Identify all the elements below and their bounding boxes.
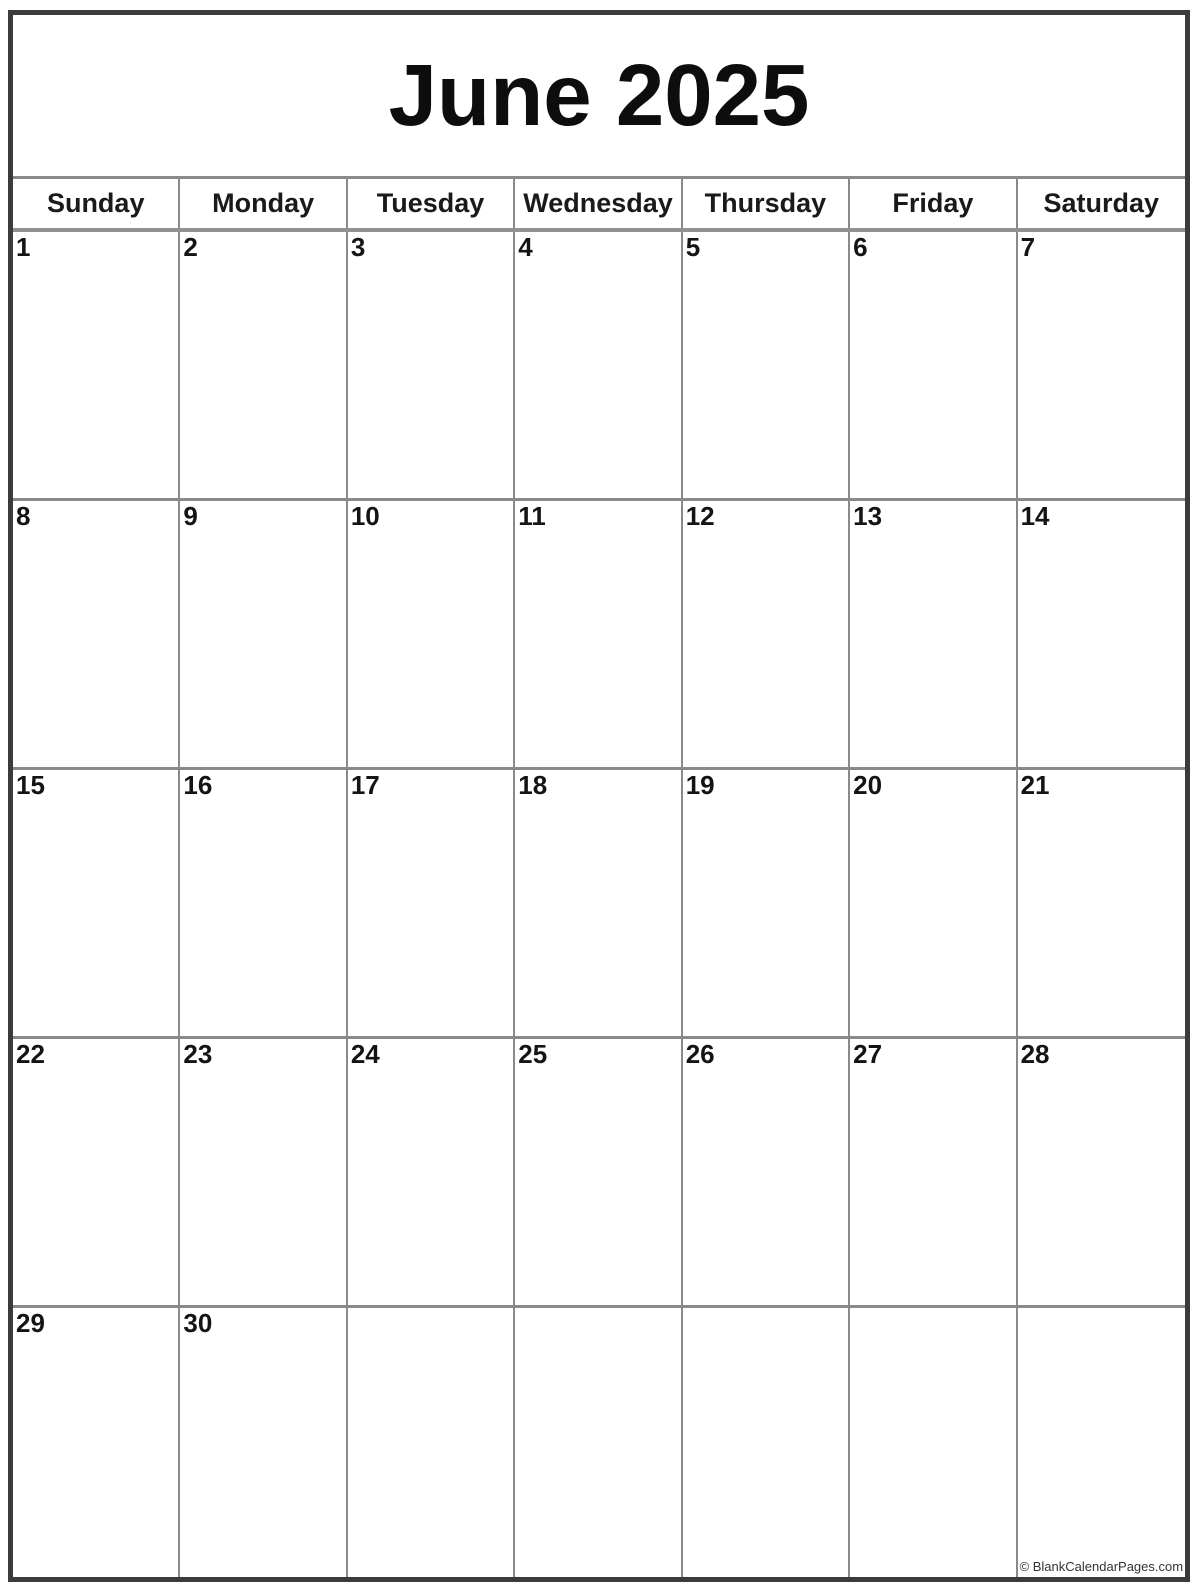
day-number: 27 bbox=[853, 1039, 883, 1069]
day-number: 20 bbox=[853, 770, 883, 800]
day-number: 29 bbox=[16, 1308, 45, 1338]
empty-cell-2 bbox=[515, 1308, 682, 1577]
day-cell-22 bbox=[13, 1039, 180, 1308]
day-number: 22 bbox=[16, 1039, 45, 1069]
weekday-header-wednesday: Wednesday bbox=[515, 179, 682, 228]
empty-cell-5 bbox=[1018, 1308, 1185, 1577]
day-number: 16 bbox=[183, 770, 213, 800]
day-number: 11 bbox=[518, 501, 546, 531]
day-number: 23 bbox=[183, 1039, 213, 1069]
day-number: 15 bbox=[16, 770, 45, 800]
day-cell-29 bbox=[13, 1308, 180, 1577]
day-number: 5 bbox=[685, 232, 701, 262]
day-cell-27 bbox=[850, 1039, 1017, 1308]
day-number: 6 bbox=[853, 232, 868, 262]
day-cell-6 bbox=[850, 232, 1017, 501]
day-cell-13 bbox=[850, 501, 1017, 770]
day-number: 21 bbox=[1020, 770, 1050, 800]
day-number: 30 bbox=[183, 1308, 213, 1338]
weekday-header-sunday: Sunday bbox=[13, 179, 180, 228]
weekday-header-thursday: Thursday bbox=[683, 179, 850, 228]
weekday-header-saturday: Saturday bbox=[1018, 179, 1185, 228]
weekday-header-friday: Friday bbox=[850, 179, 1017, 228]
day-number: 12 bbox=[685, 501, 715, 531]
day-cell-20 bbox=[850, 770, 1017, 1039]
day-number: 14 bbox=[1020, 501, 1050, 531]
calendar-grid bbox=[13, 232, 1185, 1577]
empty-cell-3 bbox=[683, 1308, 850, 1577]
title-area bbox=[13, 15, 1185, 176]
day-cell-17 bbox=[348, 770, 515, 1039]
day-cell-18 bbox=[515, 770, 682, 1039]
empty-cell-4 bbox=[850, 1308, 1017, 1577]
day-cell-1 bbox=[13, 232, 180, 501]
day-number: 1 bbox=[16, 232, 31, 262]
day-number: 28 bbox=[1020, 1039, 1050, 1069]
day-number: 3 bbox=[350, 232, 366, 262]
day-cell-4 bbox=[515, 232, 682, 501]
weekday-header-row bbox=[13, 176, 1185, 232]
day-cell-21 bbox=[1018, 770, 1185, 1039]
day-cell-5 bbox=[683, 232, 850, 501]
day-cell-19 bbox=[683, 770, 850, 1039]
day-number: 24 bbox=[350, 1039, 380, 1069]
day-cell-3 bbox=[348, 232, 515, 501]
day-cell-30 bbox=[180, 1308, 347, 1577]
day-number: 4 bbox=[518, 232, 533, 262]
day-cell-15 bbox=[13, 770, 180, 1039]
day-number: 26 bbox=[685, 1039, 715, 1069]
day-cell-16 bbox=[180, 770, 347, 1039]
day-cell-10 bbox=[348, 501, 515, 770]
day-cell-14 bbox=[1018, 501, 1185, 770]
day-cell-28 bbox=[1018, 1039, 1185, 1308]
weekday-header-tuesday: Tuesday bbox=[348, 179, 515, 228]
day-cell-2 bbox=[180, 232, 347, 501]
day-number: 7 bbox=[1020, 232, 1036, 262]
calendar-title: June 2025 bbox=[388, 47, 810, 144]
calendar-frame bbox=[8, 10, 1190, 1582]
day-cell-12 bbox=[683, 501, 850, 770]
watermark-text: © BlankCalendarPages.com bbox=[1019, 1559, 1184, 1574]
day-cell-26 bbox=[683, 1039, 850, 1308]
day-number: 18 bbox=[518, 770, 548, 800]
day-cell-9 bbox=[180, 501, 347, 770]
day-number: 8 bbox=[16, 501, 31, 531]
day-cell-23 bbox=[180, 1039, 347, 1308]
day-cell-7 bbox=[1018, 232, 1185, 501]
day-number: 17 bbox=[350, 770, 380, 800]
weekday-header-monday: Monday bbox=[180, 179, 347, 228]
day-cell-25 bbox=[515, 1039, 682, 1308]
empty-cell-1 bbox=[348, 1308, 515, 1577]
day-number: 19 bbox=[685, 770, 715, 800]
day-cell-24 bbox=[348, 1039, 515, 1308]
day-number: 9 bbox=[183, 501, 198, 531]
day-number: 2 bbox=[183, 232, 198, 262]
day-cell-11 bbox=[515, 501, 682, 770]
day-number: 25 bbox=[518, 1039, 548, 1069]
day-number: 13 bbox=[853, 501, 883, 531]
day-cell-8 bbox=[13, 501, 180, 770]
day-number: 10 bbox=[350, 501, 380, 531]
